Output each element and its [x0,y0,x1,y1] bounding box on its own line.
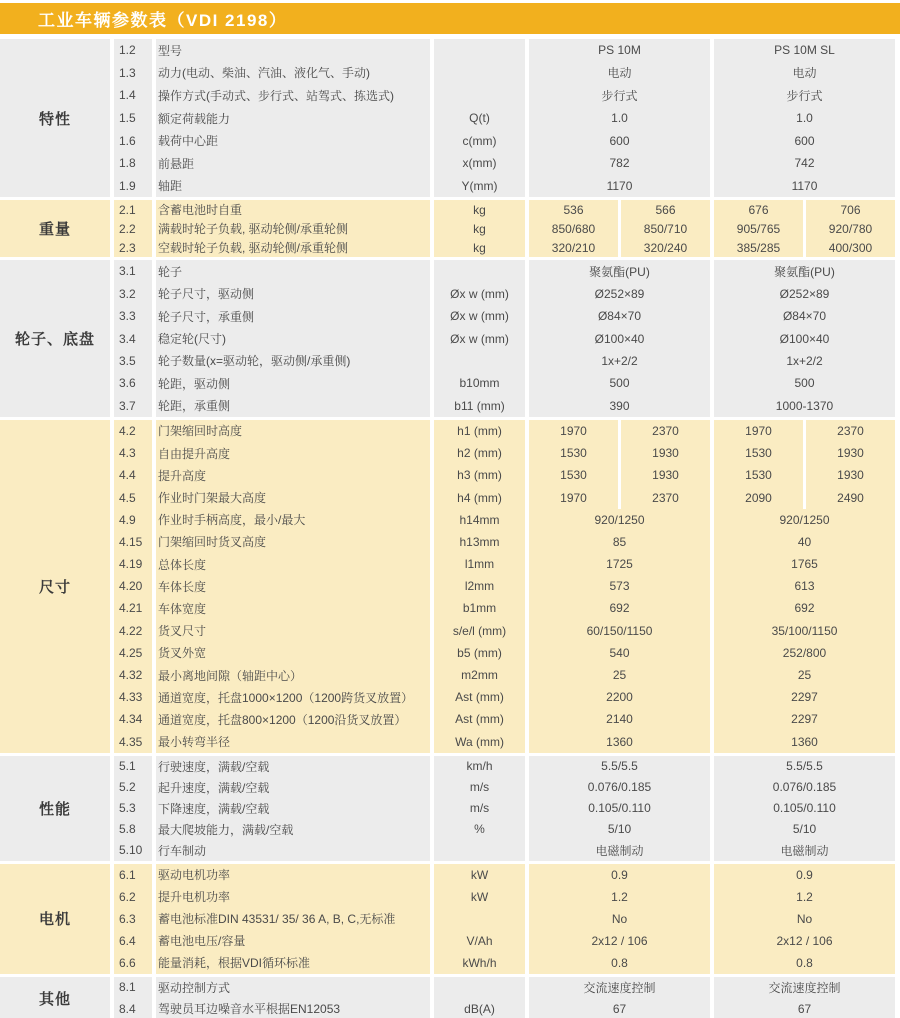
model1-value [529,464,710,486]
category-label: 性能 [0,756,110,861]
row-unit: kW [434,886,525,908]
model2-value: 25 [714,664,895,686]
row-number: 3.3 [114,305,152,327]
model1-value: 5/10 [529,819,710,840]
table-section [0,420,900,753]
model2-value: 0.9 [714,864,895,886]
row-number: 4.15 [114,531,152,553]
row-description: 门架缩回时高度 [156,420,430,442]
model1-value: 692 [529,597,710,619]
row-description: 载荷中心距 [156,129,430,152]
row-number: 4.20 [114,575,152,597]
category-label: 重量 [0,200,110,257]
model2-value: 1x+2/2 [714,350,895,372]
model2-value: 67 [714,998,895,1018]
row-unit: l2mm [434,575,525,597]
row-description: 车体长度 [156,575,430,597]
row-description: 提升电机功率 [156,886,430,908]
row-number: 4.34 [114,708,152,730]
model1-value: 85 [529,531,710,553]
model1-value: 1x+2/2 [529,350,710,372]
model1-value-right: 2370 [652,423,679,438]
model1-value: 步行式 [529,84,710,107]
model1-value: 1725 [529,553,710,575]
row-unit: kW [434,864,525,886]
model2-value: 742 [714,152,895,175]
model1-value: 1170 [529,175,710,198]
row-description: 动力(电动、柴油、汽油、液化气、手动) [156,62,430,85]
model2-value-left: 676 [748,202,769,217]
table-section [0,260,900,417]
row-description: 轮距，承重侧 [156,395,430,417]
row-unit [434,840,525,861]
row-description: 满载时轮子负载, 驱动轮侧/承重轮侧 [156,219,430,238]
model1-value: 2x12 / 106 [529,930,710,952]
model1-value [529,238,710,257]
model1-value-right: 2370 [652,490,679,505]
row-unit: Ast (mm) [434,686,525,708]
row-number: 3.2 [114,283,152,305]
row-unit: kg [434,200,525,219]
row-unit: c(mm) [434,129,525,152]
model1-value: 0.8 [529,952,710,974]
row-unit: m2mm [434,664,525,686]
model2-value: 0.076/0.185 [714,777,895,798]
model2-value-right: 920/780 [828,221,873,236]
model1-value [529,420,710,442]
row-unit: b11 (mm) [434,395,525,417]
row-number: 1.4 [114,84,152,107]
row-number: 4.25 [114,642,152,664]
model2-value: 500 [714,372,895,394]
row-description: 蓄电池标准DIN 43531/ 35/ 36 A, B, C,无标准 [156,908,430,930]
model2-value: 2297 [714,708,895,730]
row-unit [434,908,525,930]
row-number: 2.1 [114,200,152,219]
spec-table [0,39,900,1018]
row-unit: Øx w (mm) [434,283,525,305]
row-number: 1.8 [114,152,152,175]
page-title: 工业车辆参数表（VDI 2198） [38,11,288,30]
model1-value: PS 10M [529,39,710,62]
model2-value: 电动 [714,62,895,85]
row-description: 总体长度 [156,553,430,575]
row-number: 6.1 [114,864,152,886]
model1-value: 2140 [529,708,710,730]
row-unit: b10mm [434,372,525,394]
model2-value [714,420,895,442]
model2-value [714,219,895,238]
row-unit: V/Ah [434,930,525,952]
row-unit [434,260,525,282]
model1-value: 67 [529,998,710,1018]
model2-value-left: 1530 [745,446,772,461]
row-description: 作业时门架最大高度 [156,486,430,508]
row-description: 稳定轮(尺寸) [156,327,430,349]
model2-value: 600 [714,129,895,152]
row-unit: h14mm [434,509,525,531]
model1-value [529,200,710,219]
model1-value-right: 1930 [652,468,679,483]
row-description: 空载时轮子负载, 驱动轮侧/承重轮侧 [156,238,430,257]
model2-value-right: 1930 [837,446,864,461]
row-unit: l1mm [434,553,525,575]
row-description: 前悬距 [156,152,430,175]
row-description: 含蓄电池时自重 [156,200,430,219]
model2-value: 交流速度控制 [714,977,895,999]
model2-value: 692 [714,597,895,619]
header-bar [0,3,900,34]
model2-value [714,486,895,508]
row-description: 自由提升高度 [156,442,430,464]
row-unit: kWh/h [434,952,525,974]
row-unit: h2 (mm) [434,442,525,464]
row-number: 4.33 [114,686,152,708]
model1-value: Ø84×70 [529,305,710,327]
row-number: 1.9 [114,175,152,198]
model2-value: 40 [714,531,895,553]
row-unit: Wa (mm) [434,731,525,753]
model2-value: 0.8 [714,952,895,974]
model1-value: Ø100×40 [529,327,710,349]
row-unit: kg [434,238,525,257]
row-description: 通道宽度，托盘1000×1200（1200跨货叉放置） [156,686,430,708]
table-section [0,864,900,974]
row-number: 8.1 [114,977,152,999]
row-number: 4.35 [114,731,152,753]
model2-value: 1.2 [714,886,895,908]
model2-value-right: 400/300 [828,240,873,255]
row-unit: Q(t) [434,107,525,130]
row-description: 蓄电池电压/容量 [156,930,430,952]
model1-value-right: 566 [655,202,676,217]
model1-value: 0.076/0.185 [529,777,710,798]
model2-value: 5/10 [714,819,895,840]
row-description: 轮子数量(x=驱动轮，驱动侧/承重侧) [156,350,430,372]
row-description: 额定荷载能力 [156,107,430,130]
row-description: 下降速度，满载/空载 [156,798,430,819]
row-number: 5.2 [114,777,152,798]
row-number: 1.5 [114,107,152,130]
model1-value: 782 [529,152,710,175]
model2-value [714,200,895,219]
row-description: 门架缩回时货叉高度 [156,531,430,553]
row-unit: Y(mm) [434,175,525,198]
row-description: 车体宽度 [156,597,430,619]
row-description: 型号 [156,39,430,62]
row-description: 能量消耗，根据VDI循环标准 [156,952,430,974]
row-description: 操作方式(手动式、步行式、站驾式、拣选式) [156,84,430,107]
row-number: 5.8 [114,819,152,840]
model1-value-left: 1970 [560,490,587,505]
row-description: 作业时手柄高度，最小/最大 [156,509,430,531]
row-description: 最小离地间隙（轴距中心） [156,664,430,686]
model2-value: 1.0 [714,107,895,130]
row-number: 4.3 [114,442,152,464]
row-description: 行驶速度，满载/空载 [156,756,430,777]
model2-value-left: 385/285 [736,240,781,255]
row-unit [434,62,525,85]
row-unit: m/s [434,777,525,798]
model2-value: Ø84×70 [714,305,895,327]
row-number: 4.22 [114,620,152,642]
model2-value-left: 1530 [745,468,772,483]
model2-value: 920/1250 [714,509,895,531]
row-number: 1.3 [114,62,152,85]
row-number: 4.9 [114,509,152,531]
row-unit: h3 (mm) [434,464,525,486]
model2-value [714,238,895,257]
row-unit: Øx w (mm) [434,305,525,327]
model1-value-left: 1530 [560,468,587,483]
model1-value: No [529,908,710,930]
row-unit [434,977,525,999]
row-description: 行车制动 [156,840,430,861]
model2-value: 35/100/1150 [714,620,895,642]
model1-value: 电磁制动 [529,840,710,861]
model1-value-left: 1970 [560,423,587,438]
model1-value-left: 850/680 [551,221,596,236]
model1-value: 390 [529,395,710,417]
row-number: 2.3 [114,238,152,257]
row-unit: h4 (mm) [434,486,525,508]
model1-value: 600 [529,129,710,152]
row-description: 货叉尺寸 [156,620,430,642]
row-number: 8.4 [114,998,152,1018]
model1-value-right: 320/240 [643,240,688,255]
model1-value: 1.2 [529,886,710,908]
model2-value: 5.5/5.5 [714,756,895,777]
model1-value: 5.5/5.5 [529,756,710,777]
model1-value-left: 1530 [560,446,587,461]
table-section [0,756,900,861]
row-number: 4.5 [114,486,152,508]
row-number: 6.2 [114,886,152,908]
row-number: 4.32 [114,664,152,686]
row-number: 3.7 [114,395,152,417]
table-section [0,39,900,197]
model2-value: 2297 [714,686,895,708]
row-description: 轴距 [156,175,430,198]
row-description: 轮子尺寸，驱动侧 [156,283,430,305]
row-number: 3.1 [114,260,152,282]
model2-value: 2x12 / 106 [714,930,895,952]
row-number: 4.19 [114,553,152,575]
model1-value: 聚氨酯(PU) [529,260,710,282]
row-number: 1.6 [114,129,152,152]
model2-value: 1765 [714,553,895,575]
model2-value-left: 1970 [745,423,772,438]
model1-value: 60/150/1150 [529,620,710,642]
row-description: 货叉外宽 [156,642,430,664]
model1-value-left: 536 [563,202,584,217]
row-description: 驱动电机功率 [156,864,430,886]
row-description: 最大爬坡能力，满载/空载 [156,819,430,840]
row-description: 驱动控制方式 [156,977,430,999]
model2-value: 0.105/0.110 [714,798,895,819]
row-unit: s/e/l (mm) [434,620,525,642]
model2-value: 1000-1370 [714,395,895,417]
row-description: 轮距，驱动侧 [156,372,430,394]
model1-value [529,442,710,464]
model2-value [714,442,895,464]
row-unit [434,350,525,372]
category-label: 电机 [0,864,110,974]
row-unit: Ast (mm) [434,708,525,730]
row-number: 3.6 [114,372,152,394]
model2-value-right: 2490 [837,490,864,505]
row-description: 提升高度 [156,464,430,486]
row-number: 6.4 [114,930,152,952]
table-section [0,977,900,1018]
model1-value: 2200 [529,686,710,708]
row-unit: b5 (mm) [434,642,525,664]
category-label: 轮子、底盘 [0,260,110,417]
model1-value: 0.105/0.110 [529,798,710,819]
row-unit: Øx w (mm) [434,327,525,349]
model2-value: 1170 [714,175,895,198]
row-unit: km/h [434,756,525,777]
row-description: 轮子尺寸，承重侧 [156,305,430,327]
row-description: 轮子 [156,260,430,282]
row-unit: dB(A) [434,998,525,1018]
model1-value: Ø252×89 [529,283,710,305]
row-number: 4.4 [114,464,152,486]
model2-value: PS 10M SL [714,39,895,62]
category-label: 特性 [0,39,110,197]
model1-value: 0.9 [529,864,710,886]
model2-value: Ø100×40 [714,327,895,349]
row-unit [434,39,525,62]
model1-value: 1.0 [529,107,710,130]
model2-value: 613 [714,575,895,597]
row-unit: x(mm) [434,152,525,175]
model2-value [714,464,895,486]
model1-value: 920/1250 [529,509,710,531]
row-unit [434,84,525,107]
row-unit: kg [434,219,525,238]
model1-value: 交流速度控制 [529,977,710,999]
model2-value: 聚氨酯(PU) [714,260,895,282]
row-description: 起升速度，满载/空载 [156,777,430,798]
row-number: 6.6 [114,952,152,974]
model2-value: 252/800 [714,642,895,664]
model2-value: No [714,908,895,930]
row-number: 5.1 [114,756,152,777]
row-number: 5.10 [114,840,152,861]
model2-value: Ø252×89 [714,283,895,305]
model1-value: 500 [529,372,710,394]
row-description: 最小转弯半径 [156,731,430,753]
row-description: 通道宽度，托盘800×1200（1200沿货叉放置） [156,708,430,730]
model2-value-left: 905/765 [736,221,781,236]
model1-value [529,219,710,238]
row-number: 4.21 [114,597,152,619]
model1-value: 573 [529,575,710,597]
model1-value: 540 [529,642,710,664]
model1-value-left: 320/210 [551,240,596,255]
row-number: 4.2 [114,420,152,442]
model1-value: 电动 [529,62,710,85]
row-number: 3.5 [114,350,152,372]
model1-value: 25 [529,664,710,686]
row-unit: h1 (mm) [434,420,525,442]
model2-value-left: 2090 [745,490,772,505]
row-number: 5.3 [114,798,152,819]
row-number: 3.4 [114,327,152,349]
row-number: 6.3 [114,908,152,930]
row-description: 驾驶员耳边噪音水平根据EN12053 [156,998,430,1018]
model2-value: 步行式 [714,84,895,107]
model1-value: 1360 [529,731,710,753]
row-unit: m/s [434,798,525,819]
category-label: 尺寸 [0,420,110,753]
model2-value-right: 2370 [837,423,864,438]
category-label: 其他 [0,977,110,1018]
table-section [0,200,900,257]
model1-value [529,486,710,508]
model2-value-right: 1930 [837,468,864,483]
model1-value-right: 1930 [652,446,679,461]
row-number: 1.2 [114,39,152,62]
row-number: 2.2 [114,219,152,238]
model1-value-right: 850/710 [643,221,688,236]
row-unit: h13mm [434,531,525,553]
row-unit: b1mm [434,597,525,619]
model2-value: 电磁制动 [714,840,895,861]
model2-value: 1360 [714,731,895,753]
model2-value-right: 706 [840,202,861,217]
row-unit: % [434,819,525,840]
